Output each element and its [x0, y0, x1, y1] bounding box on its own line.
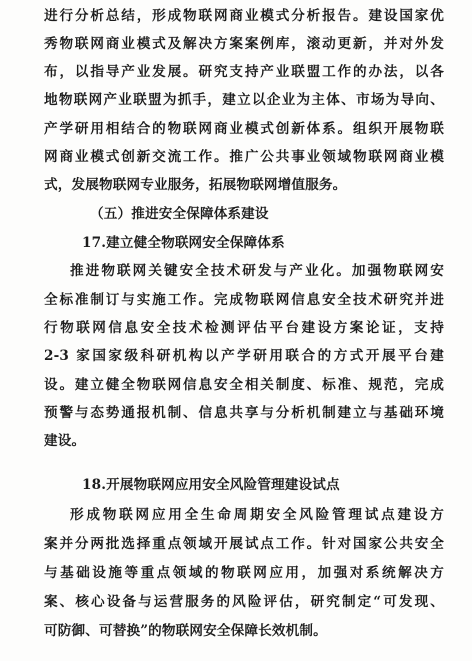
- paragraph-line: 预警与态势通报机制、信息共享与分析机制建立与基础环境: [44, 405, 444, 421]
- paragraph-line: 推进物联网关键安全技术研发与产业化。加强物联网安: [70, 263, 444, 279]
- subsection-heading: 17.建立健全物联网安全保障体系: [82, 235, 285, 251]
- subsection-heading: 18.开展物联网应用安全风险管理建设试点: [82, 477, 340, 493]
- paragraph-line: 2-3 家国家级科研机构以产学研用联合的方式开展平台建: [44, 348, 444, 364]
- paragraph-line: 建设。: [44, 433, 86, 449]
- paragraph-line: 地物联网产业联盟为抓手，建立以企业为主体、市场为导向、: [44, 92, 444, 108]
- paragraph-line: 产学研用相结合的物联网商业模式创新体系。组织开展物联: [44, 121, 444, 137]
- paragraph-line: 进行分析总结，形成物联网商业模式分析报告。建设国家优: [44, 8, 444, 24]
- section-heading: （五）推进安全保障体系建设: [90, 206, 269, 222]
- paragraph-line: 与基础设施等重点领域的物联网应用，加强对系统解决方: [44, 565, 444, 581]
- paragraph-line: 全标准制订与实施工作。完成物联网信息安全技术研究并进: [44, 292, 444, 308]
- paragraph-line: 布，以指导产业发展。研究支持产业联盟工作的办法，以各: [44, 64, 444, 80]
- paragraph-line: 式，发展物联网专业服务，拓展物联网增值服务。: [44, 177, 347, 193]
- paragraph-line: 网商业模式创新交流工作。推广公共事业领域物联网商业模: [44, 149, 444, 165]
- paragraph-line: 案、核心设备与运营服务的风险评估，研究制定“可发现、: [44, 594, 444, 610]
- paragraph-line: 形成物联网应用全生命周期安全风险管理试点建设方: [70, 507, 444, 523]
- paragraph-line: 行物联网信息安全技术检测评估平台建设方案论证，支持: [44, 320, 444, 336]
- paragraph-line: 案并分两批选择重点领域开展试点工作。针对国家公共安全: [44, 536, 444, 552]
- paragraph-line: 可防御、可替换”的物联网安全保障长效机制。: [44, 623, 327, 639]
- paragraph-line: 秀物联网商业模式及解决方案案例库，滚动更新，并对外发: [44, 36, 444, 52]
- paragraph-line: 设。建立健全物联网信息安全相关制度、标准、规范，完成: [44, 377, 444, 393]
